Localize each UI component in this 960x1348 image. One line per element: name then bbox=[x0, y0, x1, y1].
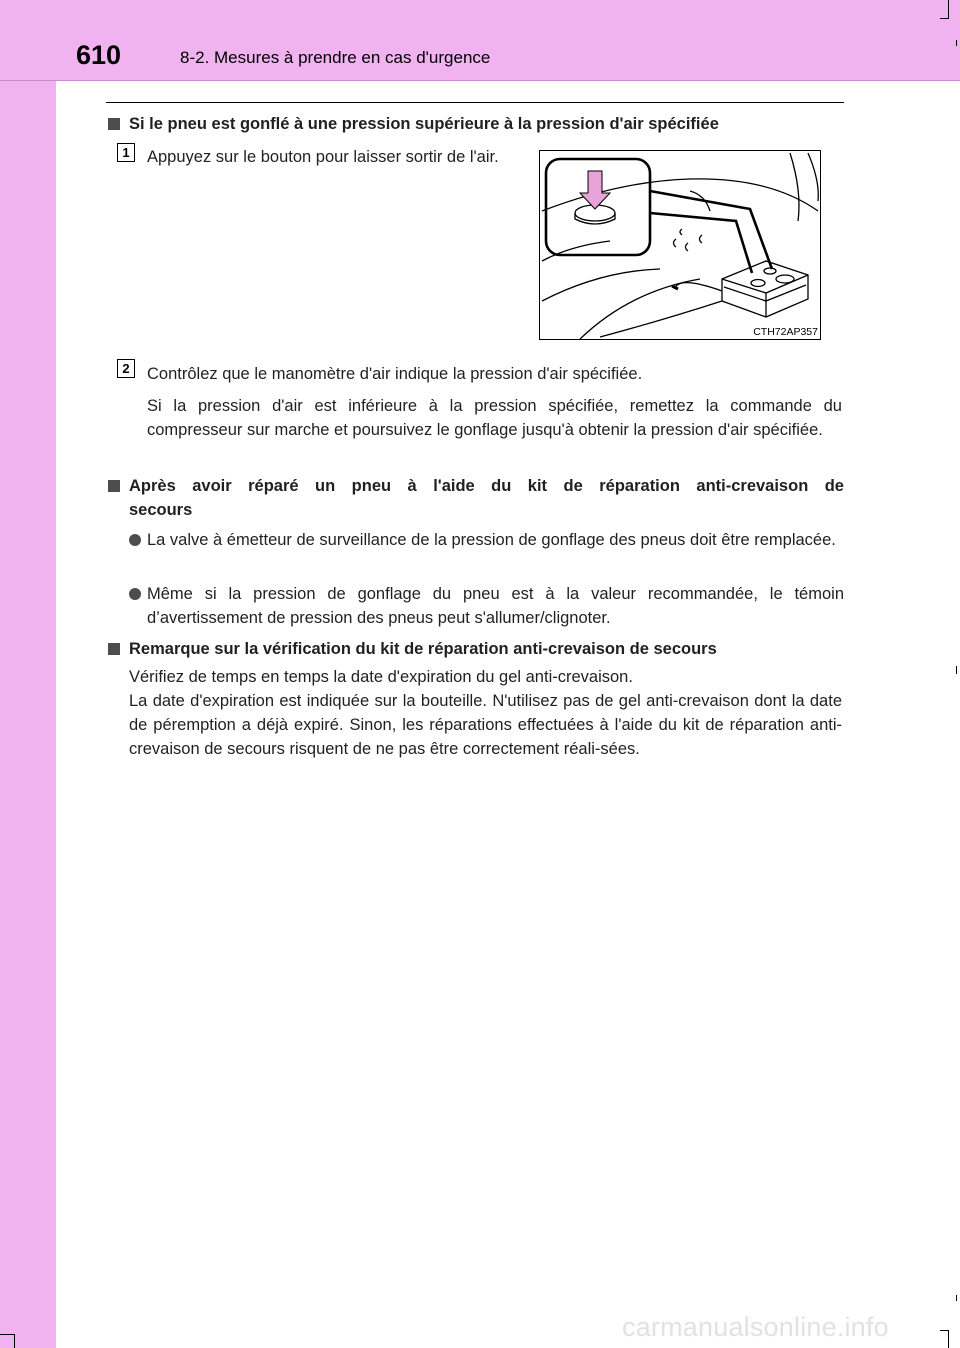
figure-code: CTH72AP357 bbox=[753, 326, 818, 338]
chapter-title: 8-2. Mesures à prendre en cas d'urgence bbox=[180, 48, 491, 67]
crop-mark bbox=[956, 1295, 957, 1301]
kit-check-line-1: Vérifiez de temps en temps la date d'expiration du gel anti-crevaison. bbox=[129, 668, 633, 686]
deflate-button-illustration bbox=[539, 150, 821, 340]
crop-mark bbox=[14, 1334, 15, 1348]
section-heading-kit-check: Remarque sur la vérification du kit de réparation anti-crevaison de secours bbox=[129, 640, 717, 658]
step-number-2: 2 bbox=[117, 359, 135, 378]
crop-mark bbox=[948, 0, 949, 18]
top-rule bbox=[106, 102, 844, 103]
crop-mark bbox=[956, 40, 957, 46]
crop-mark bbox=[948, 1330, 949, 1348]
step-2-note: Si la pression d'air est inférieure à la pression spécifiée, remettez la commande du compresseur sur marche et poursuivez le gonflage jusqu'à obtenir la pression d'air spécifiée. bbox=[147, 397, 842, 439]
header-divider bbox=[0, 80, 960, 81]
page-sidebar-tab bbox=[0, 0, 56, 1348]
kit-check-paragraph: La date d'expiration est indiquée sur la bouteille. N'utilisez pas de gel anti-crevaison dont la date de péremption a déjà expiré. Sinon, les réparations effectuées à l'aide du kit de réparation anti-crevaison de secours risquent de ne pas être correctement réali-sées. bbox=[129, 692, 842, 758]
page-number: 610 bbox=[76, 40, 122, 70]
crop-mark bbox=[0, 1334, 14, 1335]
square-bullet-icon bbox=[108, 118, 120, 130]
round-bullet-icon bbox=[129, 588, 141, 600]
step-1-text: Appuyez sur le bouton pour laisser sortir de l'air. bbox=[147, 148, 499, 166]
crop-mark bbox=[956, 666, 957, 674]
site-watermark: carmanualsonline.info bbox=[622, 1312, 889, 1342]
square-bullet-icon bbox=[108, 643, 120, 655]
step-number-1: 1 bbox=[117, 143, 135, 162]
section-heading-after-repair: Après avoir réparé un pneu à l'aide du kit de réparation anti-crevaison de secours bbox=[129, 477, 844, 519]
down-arrow-icon bbox=[580, 171, 610, 209]
bullet-item-2: Même si la pression de gonflage du pneu est à la valeur recommandée, le témoin d’avertissement de pression des pneus peut s'allumer/clignoter. bbox=[147, 585, 844, 627]
crop-mark bbox=[940, 18, 949, 19]
section-heading-overinflated: Si le pneu est gonflé à une pression supérieure à la pression d'air spécifiée bbox=[129, 115, 719, 133]
step-2-text: Contrôlez que le manomètre d'air indique la pression d'air spécifiée. bbox=[147, 365, 643, 383]
round-bullet-icon bbox=[129, 534, 141, 546]
compressor-drawing bbox=[540, 151, 820, 339]
bullet-item-1: La valve à émetteur de surveillance de la pression de gonflage des pneus doit être remplacée. bbox=[147, 531, 836, 549]
square-bullet-icon bbox=[108, 480, 120, 492]
